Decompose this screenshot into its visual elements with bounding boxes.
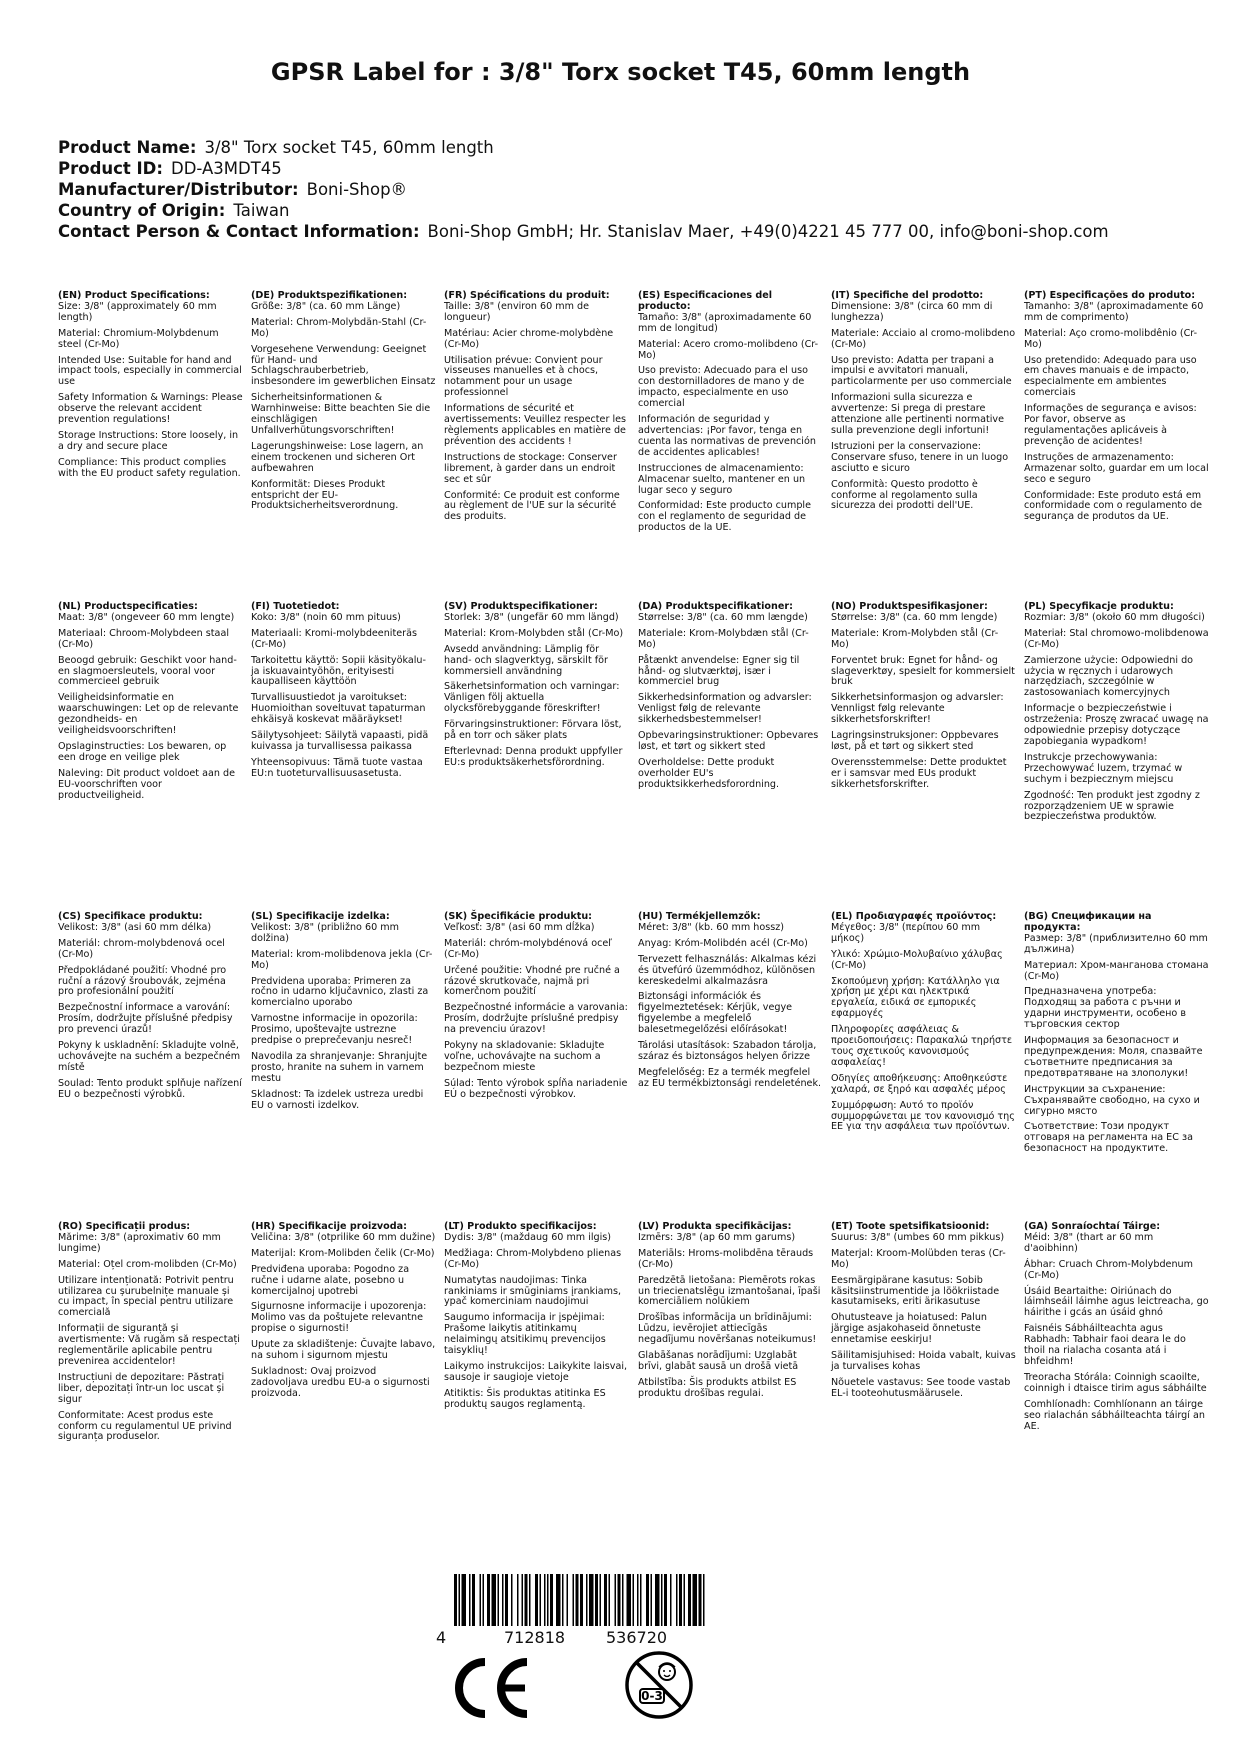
spec-paragraph: Ohutusteave ja hoiatused: Palun järgige asjakohaseid õnnetuste ennetamise eeskirju! (831, 1312, 987, 1346)
spec-paragraph: Πληροφορίες ασφάλειας & προειδοποιήσεις: Παρακαλώ τηρήστε τους σχετικούς κανονισμούς ασφαλείας! (831, 1024, 1013, 1068)
spec-paragraph: Informacje o bezpieczeństwie i ostrzeżenia: Proszę zwracać uwagę na odpowiednie przepisy dotyczące zapobiegania wypadkom! (1024, 703, 1209, 747)
spec-section-heading: (FR) Spécifications du produit: (444, 290, 610, 301)
barcode-bar (517, 1574, 519, 1626)
spec-paragraph: Méid: 3/8" (thart ar 60 mm d'aoibhinn) (1024, 1231, 1154, 1254)
barcode-bar (622, 1574, 624, 1626)
spec-paragraph: Instrucciones de almacenamiento: Almacenar suelto, mantener en un lugar seco y seguro (638, 462, 806, 496)
spec-paragraph: Intended Use: Suitable for hand and impact tools, especially in commercial use (58, 354, 242, 388)
spec-paragraph: Tarkoitettu käyttö: Sopii käsityökalu- ja iskuavaintyöhön, erityisesti kaupalliseen käyttöön (251, 654, 426, 688)
spec-paragraph: Größe: 3/8" (ca. 60 mm Länge) (251, 300, 401, 312)
spec-paragraph: Materiał: Stal chromowo-molibdenowa (Cr-Mo) (1024, 627, 1209, 650)
spec-section (58, 291, 243, 485)
spec-paragraph: Predvidena uporaba: Primeren za ročno in udarno ključavnico, zlasti za komercialno uporabo (251, 975, 429, 1009)
spec-paragraph: Naleving: Dit product voldoet aan de EU-voorschriften voor productveiligheid. (58, 767, 235, 801)
spec-paragraph: Μέγεθος: 3/8" (περίπου 60 mm μήκος) (831, 921, 981, 944)
barcode-bar (547, 1574, 549, 1626)
spec-paragraph: Storlek: 3/8" (ungefär 60 mm längd) (444, 611, 619, 623)
spec-paragraph: Informações de segurança e avisos: Por favor, observe as regulamentações aplicáveis à prevenção de acidentes! (1024, 403, 1197, 447)
barcode-bar (535, 1574, 538, 1626)
spec-section-heading: (BG) Спецификации на продукта: (1024, 911, 1152, 933)
spec-paragraph: Uso previsto: Adatta per trapani a impulsi e avvitatori manuali, particolarmente per uso commerciale (831, 354, 1012, 388)
spec-paragraph: Οδηγίες αποθήκευσης: Αποθηκεύστε χαλαρά, σε ξηρό και ασφαλές μέρος (831, 1072, 1008, 1095)
spec-paragraph: Zamierzone użycie: Odpowiedni do użycia w ręcznych i udarowych narzędziach, szczególnie w zastosowaniach komercyjnych (1024, 654, 1194, 699)
spec-section (251, 1222, 436, 1405)
spec-paragraph: Bezpečnostní informace a varování: Prosím, dodržujte příslušné předpisy pro prevenci úrazů! (58, 1002, 233, 1036)
spec-paragraph: Atitiktis: Šis produktas atitinka ES produktų saugos reglamentą. (444, 1387, 606, 1410)
age-warning-icon (622, 1645, 696, 1729)
barcode-bar (573, 1574, 575, 1626)
spec-section-heading: (LT) Produkto specifikacijos: (444, 1221, 597, 1232)
spec-paragraph: Opslaginstructies: Los bewaren, op een droge en veilige plek (58, 740, 227, 763)
spec-paragraph: Numatytas naudojimas: Tinka rankiniams ir smūginiams įrankiams, ypač komerciniam naudojimui (444, 1274, 622, 1308)
spec-paragraph: Información de seguridad y advertencias: ¡Por favor, tenga en cuenta las normativas de prevención de accidentes aplicables! (638, 414, 816, 458)
spec-paragraph: Izmērs: 3/8" (ap 60 mm garums) (638, 1231, 796, 1243)
spec-paragraph: Tervezett felhasználás: Alkalmas kézi és ütvefúró üzemmódhoz, különösen kereskedelmi alkalmazásra (638, 953, 817, 987)
spec-paragraph: Sikkerhedsinformation og advarsler: Venligst følg de relevante sikkerhedsbestemmelser! (638, 692, 812, 726)
spec-paragraph: Størrelse: 3/8" (ca. 60 mm længde) (638, 611, 808, 623)
spec-paragraph: Förvaringsinstruktioner: Förvara löst, på en torr och säker plats (444, 719, 622, 742)
spec-paragraph: Sikkerhetsinformasjon og advarsler: Vennligst følg relevante sikkerhetsforskrifter! (831, 692, 1004, 726)
barcode-bar (684, 1574, 686, 1626)
spec-paragraph: Υλικό: Χρώμιο-Μολυβαίνιο χάλυβας (Cr-Mo) (831, 948, 1003, 971)
spec-section (638, 602, 823, 796)
spec-paragraph: Информация за безопасност и предупреждения: Моля, спазвайте съответните предписания за предотвратяване на злополуки! (1024, 1035, 1203, 1079)
spec-paragraph: Size: 3/8" (approximately 60 mm length) (58, 300, 217, 323)
spec-paragraph: Material: Oțel crom-molibden (Cr-Mo) (58, 1258, 237, 1270)
spec-paragraph: Předpokládané použití: Vhodné pro ruční a rázový šroubovák, zejména pro profesionální použití (58, 964, 227, 998)
spec-section (1024, 291, 1209, 528)
spec-section-heading: (EL) Προδιαγραφές προϊόντος: (831, 911, 997, 922)
barcode-bar (604, 1574, 607, 1626)
spec-paragraph: Opbevaringsinstruktioner: Opbevares løst, et tørt og sikkert sted (638, 730, 819, 752)
spec-section (444, 912, 629, 1106)
contact-value: Boni-Shop GmbH; Hr. Stanislav Maer, +49(0)4221 45 777 00, info@boni-shop.com (427, 222, 1109, 241)
spec-section (251, 912, 436, 1117)
barcode-bar (637, 1574, 639, 1626)
spec-paragraph: Material: Chrom-Molybdän-Stahl (Cr-Mo) (251, 316, 427, 339)
barcode-bar (525, 1574, 528, 1626)
barcode-bar (556, 1574, 561, 1626)
spec-section-heading: (LV) Produkta specifikācijas: (638, 1221, 792, 1232)
spec-section-heading: (SV) Produktspecifikationer: (444, 601, 598, 612)
spec-paragraph: Sukladnost: Ovaj proizvod zadovoljava uredbu EU-a o sigurnosti proizvoda. (251, 1365, 430, 1399)
spec-paragraph: Material: Aço cromo-molibdênio (Cr-Mo) (1024, 327, 1198, 350)
spec-paragraph: Materijal: Krom-Molibden čelik (Cr-Mo) (251, 1247, 435, 1259)
barcode-bar (595, 1574, 598, 1626)
spec-paragraph: Conformité: Ce produit est conforme au règlement de l'UE sur la sécurité des produits. (444, 489, 620, 523)
spec-paragraph: Compliance: This product complies with the EU product safety regulation. (58, 456, 241, 479)
spec-section (444, 1222, 629, 1416)
spec-paragraph: Súlad: Tento výrobok spĺňa nariadenie EÚ o bezpečnosti výrobkov. (444, 1077, 628, 1100)
spec-paragraph: Tárolási utasítások: Szabadon tárolja, száraz és biztonságos helyen őrizze (638, 1040, 817, 1062)
barcode-bar (459, 1574, 461, 1626)
spec-section-heading: (GA) Sonraíochtaí Táirge: (1024, 1221, 1161, 1232)
barcode-bar (661, 1574, 663, 1626)
spec-paragraph: Ábhar: Cruach Chrom-Molybdenum (Cr-Mo) (1024, 1258, 1193, 1281)
spec-paragraph: Instrukcje przechowywania: Przechowywać luzem, trzymać w suchym i bezpiecznym miejscu (1024, 751, 1183, 785)
spec-paragraph: Veľkosť: 3/8" (asi 60 mm dĺžka) (444, 921, 595, 933)
barcode-bar (676, 1574, 678, 1626)
product-name-row (58, 137, 1109, 158)
barcode-bar (600, 1574, 602, 1626)
barcode-bar (670, 1574, 672, 1626)
product-id-label: Product ID: (58, 159, 163, 178)
spec-paragraph: Materiaali: Kromi-molybdeeniteräs (Cr-Mo) (251, 627, 417, 650)
spec-paragraph: Instrucțiuni de depozitare: Păstrați liber, depozitați într-un loc uscat și sigur (58, 1371, 225, 1405)
spec-section (1024, 602, 1209, 828)
spec-paragraph: Størrelse: 3/8" (ca. 60 mm lengde) (831, 611, 998, 623)
spec-paragraph: Veličina: 3/8" (otprilike 60 mm dužine) (251, 1231, 436, 1243)
barcode-bar (679, 1574, 682, 1626)
spec-section (251, 602, 436, 785)
spec-section (831, 912, 1016, 1138)
barcode-bar (498, 1574, 500, 1626)
spec-paragraph: Forventet bruk: Egnet for hånd- og slageverktøy, spesielt for kommersielt bruk (831, 654, 1015, 688)
spec-paragraph: Informazioni sulla sicurezza e avvertenze: Si prega di prestare attenzione alle pertinenti normative sulla prevenzione degli infortuni! (831, 392, 1005, 436)
product-id-row (58, 158, 1109, 179)
spec-paragraph: Materiál: chróm-molybdénová oceľ (Cr-Mo) (444, 937, 612, 960)
spec-paragraph: Turvallisuustiedot ja varoitukset: Huomioithan soveltuvat tapaturman ehkäisyä koskevat määräykset! (251, 692, 426, 726)
barcode-bar (529, 1574, 531, 1626)
spec-paragraph: Soulad: Tento produkt splňuje nařízení EU o bezpečnosti výrobků. (58, 1077, 242, 1100)
spec-paragraph: Bezpečnostné informácie a varovania: Prosím, dodržujte príslušné predpisy na prevenciu úrazov! (444, 1002, 628, 1036)
spec-section-heading: (NO) Produktspesifikasjoner: (831, 601, 988, 612)
barcode-bar (469, 1574, 471, 1626)
spec-paragraph: Materiāls: Hroms-molibdēna tērauds (Cr-Mo) (638, 1247, 814, 1270)
barcode-bar (609, 1574, 611, 1626)
barcode-bar (651, 1574, 653, 1626)
spec-paragraph: Materiale: Krom-Molybdæn stål (Cr-Mo) (638, 627, 809, 650)
spec-section (831, 602, 1016, 796)
barcode-bar (627, 1574, 632, 1626)
spec-paragraph: Pokyny na skladovanie: Skladujte voľne, uchovávajte na suchom a bezpečnom mieste (444, 1040, 605, 1073)
barcode-bar (615, 1574, 617, 1626)
barcode-bar (646, 1574, 649, 1626)
contact-label: Contact Person & Contact Information: (58, 222, 420, 241)
origin-row (58, 200, 1109, 221)
spec-paragraph: Efterlevnad: Denna produkt uppfyller EU:s produktsäkerhetsförordning. (444, 745, 623, 768)
spec-paragraph: Mărime: 3/8" (aproximativ 60 mm lungime) (58, 1231, 221, 1254)
spec-section-heading: (DA) Produktspecifikationer: (638, 601, 793, 612)
spec-section-heading: (ES) Especificaciones del producto: (638, 290, 773, 312)
spec-paragraph: Säilytysohjeet: Säilytä vapaasti, pidä kuivassa ja turvallisessa paikassa (251, 730, 429, 752)
spec-paragraph: Comhlíonadh: Comhlíonann an táirge seo rialachán sábháilteachta táirgí an AE. (1024, 1398, 1205, 1432)
barcode-bar (492, 1574, 497, 1626)
spec-paragraph: Koko: 3/8" (noin 60 mm pituus) (251, 611, 401, 623)
barcode-bar (693, 1574, 698, 1626)
spec-paragraph: Biztonsági információk és figyelmeztetések: Kérjük, vegye figyelembe a megfelelő balesetmegelőzési előírásokat! (638, 991, 793, 1036)
spec-paragraph: Upute za skladištenje: Čuvajte labavo, na suhom i sigurnom mjestu (251, 1339, 436, 1362)
spec-section (638, 912, 823, 1095)
spec-paragraph: Material: Krom-Molybden stål (Cr-Mo) (444, 627, 624, 639)
barcode-bar (589, 1574, 594, 1626)
barcode-bar (586, 1574, 588, 1626)
spec-paragraph: Material: krom-molibdenova jekla (Cr-Mo) (251, 948, 433, 971)
spec-paragraph: Съответствие: Този продукт отговаря на регламента на ЕС за безопасност на продуктите. (1024, 1121, 1193, 1155)
spec-paragraph: Megfelelőség: Ez a termék megfelel az EU termékbiztonsági rendeletének. (638, 1066, 822, 1089)
spec-paragraph: Säilitamisjuhised: Hoida vabalt, kuivas ja turvalises kohas (831, 1350, 1016, 1372)
spec-paragraph: Utilisation prévue: Convient pour visseuses manuelles et à chocs, notamment pour un usage professionnel (444, 354, 603, 399)
barcode-bar (618, 1574, 621, 1626)
spec-paragraph: Tamanho: 3/8" (aproximadamente 60 mm de comprimento) (1024, 300, 1204, 323)
origin-value: Taiwan (233, 201, 290, 220)
spec-section (1024, 912, 1209, 1160)
barcode-bar (580, 1574, 583, 1626)
spec-paragraph: Glabāšanas norādījumi: Uzglabāt brīvi, glabāt sausā un drošā vietā (638, 1350, 799, 1372)
spec-paragraph: Conformidade: Este produto está em conformidade com o regulamento de segurança de produtos da UE. (1024, 489, 1203, 523)
product-name-label: Product Name: (58, 138, 197, 157)
spec-paragraph: Laikymo instrukcijos: Laikykite laisvai, sausoje ir saugioje vietoje (444, 1360, 628, 1383)
spec-paragraph: Materiale: Krom-Molybden stål (Cr-Mo) (831, 627, 999, 650)
spec-paragraph: Skladnost: Ta izdelek ustreza uredbi EU o varnosti izdelkov. (251, 1088, 424, 1111)
spec-section-heading: (HR) Specifikacije proizvoda: (251, 1221, 407, 1232)
spec-paragraph: Beoogd gebruik: Geschikt voor hand- en slagmoersleutels, vooral voor commercieel gebruik (58, 654, 237, 688)
spec-paragraph: Overensstemmelse: Dette produktet er i samsvar med EUs produkt sikkerhetsforskrifter. (831, 756, 1007, 790)
spec-paragraph: Méret: 3/8" (kb. 60 mm hossz) (638, 921, 784, 933)
barcode-bar (487, 1574, 490, 1626)
spec-paragraph: Atbilstība: Šis produkts atbilst ES produktu drošības regulai. (638, 1376, 797, 1399)
spec-paragraph: Maat: 3/8" (ongeveer 60 mm lengte) (58, 611, 235, 623)
spec-paragraph: Nõuetele vastavus: See toode vastab EL-i tooteohutusmäärusele. (831, 1376, 1011, 1399)
product-id-value: DD-A3MDT45 (170, 159, 282, 178)
manufacturer-row (58, 179, 1109, 200)
spec-paragraph: Konformität: Dieses Produkt entspricht der EU-Produktsicherheitsverordnung. (251, 478, 399, 512)
product-info (58, 137, 1109, 242)
spec-section (58, 602, 243, 807)
spec-paragraph: Utilizare intenționată: Potrivit pentru utilizarea cu șurubelnițe manuale și cu impact, în special pentru utilizare comercială (58, 1274, 234, 1319)
spec-paragraph: Vorgesehene Verwendung: Geeignet für Hand- und Schlagschrauberbetrieb, insbesondere im gewerblichen Einsatz (251, 343, 436, 388)
barcode-bar (462, 1574, 467, 1626)
barcode-bar (505, 1574, 508, 1626)
spec-paragraph: Materiál: chrom-molybdenová ocel (Cr-Mo) (58, 937, 225, 960)
spec-paragraph: Úsáid Beartaithe: Oiriúnach do láimhseáil láimhe agus leictreacha, go háirithe i gcás an úsáid ghnó (1024, 1285, 1209, 1319)
spec-section (58, 1222, 243, 1448)
spec-paragraph: Suurus: 3/8" (umbes 60 mm pikkus) (831, 1231, 1005, 1243)
spec-paragraph: Размер: 3/8" (приблизително 60 mm дължина) (1024, 932, 1208, 955)
spec-paragraph: Uso pretendido: Adequado para uso em chaves manuais e de impacto, especialmente em ambientes comerciais (1024, 354, 1197, 399)
spec-paragraph: Anyag: Króm-Molibdén acél (Cr-Mo) (638, 937, 808, 949)
spec-paragraph: Tamaño: 3/8" (aproximadamente 60 mm de longitud) (638, 311, 812, 334)
spec-paragraph: Zgodność: Ten produkt jest zgodny z rozporządzeniem UE w sprawie bezpieczeństwa produktów. (1024, 789, 1200, 823)
spec-section-heading: (FI) Tuotetiedot: (251, 601, 340, 612)
spec-paragraph: Saugumo informacija ir įspėjimai: Prašome laikytis atitinkamų nelaimingų atsitikimų prevencijos taisyklių! (444, 1312, 606, 1357)
spec-paragraph: Medžiaga: Chrom-Molybdeno plienas (Cr-Mo) (444, 1247, 622, 1270)
spec-paragraph: Материал: Хром-манганова стомана (Cr-Mo) (1024, 959, 1209, 982)
barcode-bar (502, 1574, 504, 1626)
barcode-bar (703, 1574, 705, 1626)
spec-paragraph: Velikost: 3/8" (asi 60 mm délka) (58, 921, 212, 933)
spec-paragraph: Velikost: 3/8" (približno 60 mm dolžina) (251, 921, 399, 944)
spec-paragraph: Rozmiar: 3/8" (około 60 mm długości) (1024, 611, 1205, 623)
barcode-bar (544, 1574, 546, 1626)
spec-paragraph: Storage Instructions: Store loosely, in a dry and secure place (58, 429, 239, 452)
spec-paragraph: Material: Acero cromo-molibdeno (Cr-Mo) (638, 338, 819, 361)
spec-section (58, 912, 243, 1106)
product-name-value: 3/8" Torx socket T45, 60mm length (204, 138, 494, 157)
spec-paragraph: Συμμόρφωση: Αυτό το προϊόν συμμορφώνεται με τον κανονισμό της ΕΕ για την ασφάλεια των προϊόντων. (831, 1099, 1015, 1133)
spec-paragraph: Lagringsinstruksjoner: Oppbevares løst, på et tørt og sikkert sted (831, 730, 999, 752)
spec-paragraph: Predviđena uporaba: Pogodno za ručne i udarne alate, posebno u komercijalnoj upotrebi (251, 1263, 410, 1297)
spec-paragraph: Instructions de stockage: Conserver librement, à garder dans un endroit sec et sûr (444, 451, 617, 485)
spec-paragraph: Safety Information & Warnings: Please observe the relevant accident prevention regulations! (58, 392, 243, 426)
spec-section-heading: (NL) Productspecificaties: (58, 601, 198, 612)
spec-section (638, 1222, 823, 1405)
spec-paragraph: Informații de siguranță și avertismente: Vă rugăm să respectați reglementările aplicabile pentru prevenirea accidentelor! (58, 1323, 240, 1367)
spec-paragraph: Sigurnosne informacije i upozorenja: Molimo vas da poštujete relevantne propise o sigurnosti! (251, 1301, 427, 1335)
manufacturer-label: Manufacturer/Distributor: (58, 180, 299, 199)
barcode-left-group: 712818 (504, 1628, 566, 1647)
spec-section-heading: (IT) Specifiche del prodotto: (831, 290, 984, 301)
spec-paragraph: Treoracha Stórála: Coinnigh scaoilte, coinnigh i dtaisce tirim agus sábháilte (1024, 1371, 1207, 1394)
spec-paragraph: Paredzētā lietošana: Piemērots rokas un triecienatslēgu izmantošanai, īpaši komerciāliem nolūkiem (638, 1274, 821, 1308)
barcode-bar (640, 1574, 642, 1626)
spec-paragraph: Påtænkt anvendelse: Egner sig til hånd- og slutværktøj, især i kommerciel brug (638, 654, 800, 688)
spec-section-heading: (RO) Specificații produs: (58, 1221, 191, 1232)
spec-paragraph: Istruzioni per la conservazione: Conservare sfuso, tenere in un luogo asciutto e sicuro (831, 440, 1009, 474)
spec-paragraph: Pokyny k uskladnění: Skladujte volně, uchovávejte na suchém a bezpečném místě (58, 1040, 241, 1073)
spec-paragraph: Eesmärgipärane kasutus: Sobib käsitsiinstrumentide ja löökriistade kasutamiseks, eriti ärikasutuse (831, 1274, 1000, 1308)
spec-paragraph: Instruções de armazenamento: Armazenar solto, guardar em um local seco e seguro (1024, 451, 1209, 485)
spec-section-heading: (PT) Especificações do produto: (1024, 290, 1196, 301)
spec-paragraph: Faisnéis Sábháilteachta agus Rabhadh: Tabhair faoi deara le do thoil na rialacha cosanta atá i bhfeidhm! (1024, 1323, 1186, 1367)
spec-paragraph: Säkerhetsinformation och varningar: Vänligen följ aktuella olycksförebyggande föreskrifter! (444, 681, 620, 715)
ce-mark-icon (451, 1658, 533, 1718)
barcode-bar (550, 1574, 553, 1626)
spec-section (638, 291, 823, 539)
spec-paragraph: Lagerungshinweise: Lose lagern, an einem trockenen und sicheren Ort aufbewahren (251, 440, 424, 474)
spec-section-heading: (CS) Specifikace produktu: (58, 911, 203, 922)
spec-paragraph: Conformidad: Este producto cumple con el reglamento de seguridad de productos de la UE. (638, 500, 811, 534)
barcode-bar (688, 1574, 691, 1626)
spec-section (251, 291, 436, 517)
spec-paragraph: Conformitate: Acest produs este conform cu regulamentul UE privind siguranța produselor. (58, 1409, 232, 1443)
spec-section (444, 602, 629, 774)
spec-section-heading: (ET) Toote spetsifikatsioonid: (831, 1221, 990, 1232)
spec-paragraph: Dimensione: 3/8" (circa 60 mm di lunghezza) (831, 300, 993, 323)
spec-section (1024, 1222, 1209, 1437)
spec-paragraph: Material: Chromium-Molybdenum steel (Cr-Mo) (58, 327, 219, 350)
manufacturer-value: Boni-Shop® (306, 180, 408, 199)
spec-section (831, 1222, 1016, 1405)
barcode-bar (699, 1574, 702, 1626)
barcode-bars (436, 1574, 716, 1626)
barcode-bar (664, 1574, 667, 1626)
barcode-bar (472, 1574, 475, 1626)
barcode-bar (480, 1574, 482, 1626)
spec-paragraph: Varnostne informacije in opozorila: Prosimo, upoštevajte ustrezne predpise o preprečevanju nesreč! (251, 1013, 418, 1047)
contact-row (58, 221, 1109, 242)
spec-paragraph: Materiaal: Chroom-Molybdeen staal (Cr-Mo) (58, 627, 229, 650)
spec-paragraph: Veiligheidsinformatie en waarschuwingen: Let op de relevante gezondheids- en veiligheidsvoorschriften! (58, 692, 239, 737)
barcode-bar (567, 1574, 569, 1626)
barcode-bar (562, 1574, 564, 1626)
origin-label: Country of Origin: (58, 201, 226, 220)
spec-paragraph: Sicherheitsinformationen & Warnhinweise: Bitte beachten Sie die einschlägigen Unfallverhütungsvorschriften! (251, 392, 431, 436)
spec-paragraph: Materjal: Kroom-Molübden teras (Cr-Mo) (831, 1247, 1006, 1270)
spec-paragraph: Drošības informācija un brīdinājumi: Lūdzu, ievērojiet attiecīgās negadījumu novēršanas noteikumus! (638, 1312, 817, 1346)
barcode-bar (483, 1574, 485, 1626)
spec-section-heading: (DE) Produktspezifikationen: (251, 290, 408, 301)
ean-barcode (436, 1574, 716, 1649)
barcode-lead-digit: 4 (436, 1628, 447, 1647)
barcode-bar (511, 1574, 513, 1626)
barcode-bar (576, 1574, 579, 1626)
spec-paragraph: Overholdelse: Dette produkt overholder EU's produktsikkerhedsforordning. (638, 756, 780, 790)
barcode-bar (540, 1574, 542, 1626)
barcode-bar (633, 1574, 635, 1626)
spec-section-heading: (SK) Špecifikácie produktu: (444, 911, 593, 922)
age-warning-text: 0-3 (641, 1689, 663, 1703)
spec-paragraph: Určené použitie: Vhodné pre ručné a rázové skrutkovače, najmä pri komerčnom použití (444, 964, 620, 998)
spec-section-heading: (HU) Termékjellemzők: (638, 911, 761, 922)
spec-paragraph: Avsedd användning: Lämplig för hand- och slagverktyg, särskilt för kommersiell användning (444, 643, 608, 677)
spec-section (444, 291, 629, 528)
barcode-right-group: 536720 (606, 1628, 668, 1647)
spec-paragraph: Предназначена употреба: Подходящ за работа с ръчни и ударни инструменти, особено в търговския сектор (1024, 986, 1186, 1031)
page-title: GPSR Label for : 3/8" Torx socket T45, 60mm length (270, 58, 971, 86)
spec-paragraph: Uso previsto: Adecuado para el uso con destornilladores de mano y de impacto, especialmente en uso comercial (638, 365, 808, 410)
spec-paragraph: Yhteensopivuus: Tämä tuote vastaa EU:n tuoteturvallisuusasetusta. (251, 756, 423, 779)
spec-paragraph: Conformità: Questo prodotto è conforme al regolamento sulla sicurezza dei prodotti dell'UE. (831, 478, 978, 512)
spec-section-heading: (SL) Specifikacije izdelka: (251, 911, 390, 922)
spec-paragraph: Dydis: 3/8" (maždaug 60 mm ilgis) (444, 1231, 612, 1243)
barcode-bar (454, 1574, 457, 1626)
barcode-bar (655, 1574, 660, 1626)
spec-section (831, 291, 1016, 517)
spec-paragraph: Materiale: Acciaio al cromo-molibdeno (Cr-Mo) (831, 327, 1016, 350)
spec-paragraph: Σκοπούμενη χρήση: Κατάλληλο για χρήση με χέρι και ηλεκτρικά εργαλεία, ειδικά σε εμπορικές εφαρμογές (831, 975, 1000, 1020)
spec-paragraph: Informations de sécurité et avertissements: Veuillez respecter les règlements applicables en matière de prévention des accidents ! (444, 403, 627, 447)
spec-paragraph: Taille: 3/8" (environ 60 mm de longueur) (444, 300, 590, 323)
spec-paragraph: Navodila za shranjevanje: Shranjujte prosto, hranite na suhem in varnem mestu (251, 1050, 428, 1084)
spec-section-heading: (PL) Specyfikacje produktu: (1024, 601, 1174, 612)
spec-section-heading: (EN) Product Specifications: (58, 290, 210, 301)
spec-paragraph: Matériau: Acier chrome-molybdène (Cr-Mo) (444, 327, 614, 350)
spec-paragraph: Инструкции за съхранение: Съхранявайте свободно, на сухо и сигурно място (1024, 1083, 1200, 1117)
barcode-bar (522, 1574, 524, 1626)
